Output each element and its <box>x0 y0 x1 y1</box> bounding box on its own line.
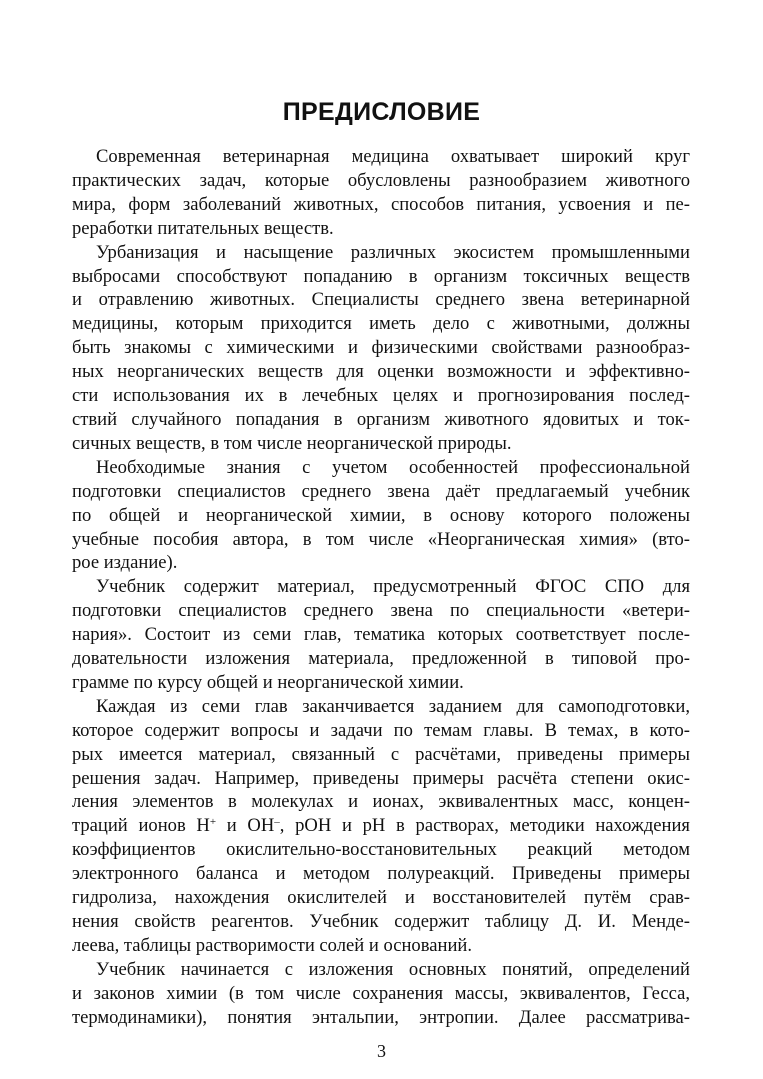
text-line: термодинамики), понятия энтальпии, энтропии. Далее рассматрива- <box>72 1006 690 1028</box>
text-line: коэффициентов окислительно-восстановительных реакций методом <box>72 839 690 861</box>
text-line: учебные пособия автора, в том числе «Неорганическая химия» (вто- <box>72 528 690 550</box>
text-line: довательности изложения материала, предложенной в типовой про- <box>72 648 690 670</box>
text-line: и отравлению животных. Специалисты среднего звена ветеринарной <box>72 289 690 311</box>
superscript-charge: + <box>209 816 217 829</box>
text-line: Учебник начинается с изложения основных понятий, определений <box>96 958 690 980</box>
text-line: Учебник содержит материал, предусмотренный ФГОС СПО для <box>96 576 690 598</box>
text-line: рое издание). <box>72 552 178 574</box>
text-line: гидролиза, нахождения окислителей и восстановителей путём срав- <box>72 887 690 909</box>
paragraph-3 <box>72 456 690 576</box>
text-line-with-ions <box>72 814 690 838</box>
text-line: нения свойств реагентов. Учебник содержит таблицу Д. И. Менде- <box>72 911 690 932</box>
superscript-charge: – <box>274 816 280 829</box>
line-segment: , pOH и pH в растворах, методики нахождения <box>279 815 690 837</box>
text-line: ных неорганических веществ для оценки возможности и эффективно- <box>72 361 690 383</box>
body-text <box>72 145 690 1030</box>
page-number: 3 <box>377 1041 386 1061</box>
text-line: ствий случайного попадания в организм животного ядовитых и ток- <box>72 408 690 430</box>
text-line: решения задач. Например, приведены примеры расчёта степени окис- <box>72 767 690 789</box>
text-line: Необходимые знания с учетом особенностей профессиональной <box>96 456 690 478</box>
text-line: выбросами способствуют попаданию в организм токсичных веществ <box>72 265 690 287</box>
paragraph-5 <box>72 695 690 958</box>
line-segment: траций ионов H <box>72 815 210 837</box>
text-line: леева, таблицы растворимости солей и оснований. <box>72 934 473 956</box>
text-line: практических задач, которые обусловлены разнообразием животного <box>72 169 690 191</box>
text-line: сти использования их в лечебных целях и прогнозирования послед- <box>72 385 690 407</box>
text-line: подготовки специалистов среднего звена даёт предлагаемый учебник <box>72 480 690 502</box>
text-line: Каждая из семи глав заканчивается заданием для самоподготовки, <box>96 695 690 717</box>
text-line: электронного баланса и методом полуреакций. Приведены примеры <box>72 863 690 885</box>
text-line: рых имеется материал, связанный с расчётами, приведены примеры <box>72 743 690 765</box>
text-line: подготовки специалистов среднего звена по специальности «ветери- <box>72 600 690 622</box>
paragraph-1 <box>72 145 690 241</box>
text-line: Современная ветеринарная медицина охватывает широкий круг <box>96 146 690 167</box>
text-line: мира, форм заболеваний животных, способов питания, усвоения и пе- <box>72 193 690 215</box>
text-line: по общей и неорганической химии, в основу которого положены <box>72 504 690 526</box>
paragraph-2 <box>72 241 690 456</box>
text-line: сичных веществ, в том числе неорганической природы. <box>72 432 512 454</box>
text-line: быть знакомы с химическими и физическими свойствами разнообраз- <box>72 337 690 359</box>
paragraph-6 <box>72 958 690 1030</box>
text-line: ления элементов в молекулах и ионах, эквивалентных масс, концен- <box>72 791 690 813</box>
text-line: нария». Состоит из семи глав, тематика которых соответствует после- <box>72 624 690 646</box>
text-line: Урбанизация и насыщение различных экосистем промышленными <box>96 241 690 263</box>
text-line: и законов химии (в том числе сохранения массы, эквивалентов, Гесса, <box>72 982 690 1004</box>
text-line: реработки питательных веществ. <box>72 217 334 239</box>
line-segment: и OH <box>216 815 275 837</box>
text-line: которое содержит вопросы и задачи по темам главы. В темах, в кото- <box>72 719 690 741</box>
text-line: медицины, которым приходится иметь дело с животными, должны <box>72 313 690 335</box>
text-line: грамме по курсу общей и неорганической химии. <box>72 671 464 693</box>
paragraph-4 <box>72 575 690 695</box>
page-title: ПРЕДИСЛОВИЕ <box>282 98 481 126</box>
